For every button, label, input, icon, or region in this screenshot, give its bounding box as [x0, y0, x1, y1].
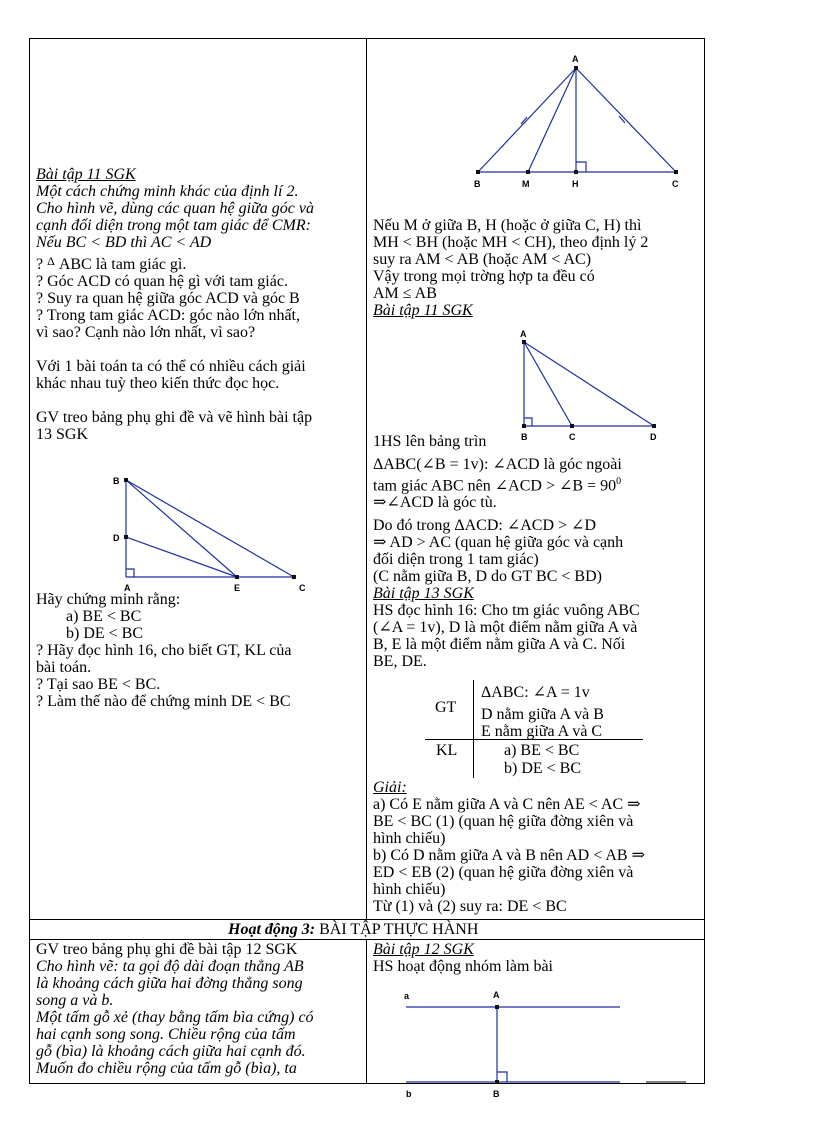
solution-line: hình chiếu): [373, 830, 446, 847]
right-column-upper: [373, 217, 699, 319]
proof-line: ΔABC(∠B = 1v): ∠ACD là góc ngoài: [373, 456, 622, 473]
line-label-b: b: [406, 1089, 412, 1099]
read-line: BE, DE.: [373, 653, 427, 671]
point-label-a: A: [520, 330, 527, 339]
point-label-m: M: [522, 179, 530, 189]
hs-line: HS hoạt động nhóm làm bài: [373, 958, 553, 975]
line-label-a: a: [404, 991, 410, 1001]
task-line: hai cạnh song song. Chiều rộng của tấm: [36, 1026, 296, 1043]
segment-be: [126, 480, 237, 577]
tail-line: ? Làm thế nào để chứng minh DE < BC: [36, 693, 291, 710]
proof-line: ⇒ AD > AC (quan hệ giữa góc và cạnh: [373, 534, 624, 552]
row-divider-2: [29, 939, 705, 940]
read-line: (∠A = 1v), D là một điểm nằm giữa A và: [373, 619, 638, 637]
point-label-b: B: [493, 1089, 500, 1099]
proof-line: đối diện trong 1 tam giác): [373, 551, 539, 569]
task-line: gỗ (bìa) là khoảng cách giữa hai cạnh đó.: [36, 1043, 306, 1060]
figure-16: [110, 470, 310, 595]
tail-line: ? Hãy đọc hình 16, cho biết GT, KL của: [36, 642, 292, 659]
gv-line: GV treo bảng phụ ghi đề và vẽ hình bài tập: [36, 409, 313, 426]
reasoning-line: MH < BH (hoặc MH < CH), theo định lý 2: [373, 234, 649, 251]
left-column: [36, 166, 362, 443]
column-divider-top: [366, 38, 367, 919]
segment-de: [126, 537, 237, 577]
solution-line: Từ (1) và (2) suy ra: DE < BC: [373, 898, 567, 915]
right-angle-mark: [126, 569, 134, 577]
solution-line: hình chiếu): [373, 881, 446, 898]
segment-ad: [524, 342, 654, 426]
activity-title: Hoạt động 3: BÀI TẬP THỰC HÀNH: [228, 921, 479, 938]
point-label-c: C: [672, 179, 679, 189]
column-divider-bottom: [366, 939, 367, 1084]
intro-line: Nếu BC < BD thì AC < AD: [36, 234, 212, 251]
tail-line: ? Tại sao BE < BC.: [36, 676, 161, 693]
solution-line: b) Có D nằm giữa A và B nên AD < AB ⇒: [373, 847, 645, 864]
bottom-left: [36, 941, 362, 1077]
item-b: b) DE < BC: [66, 625, 144, 642]
task-line: Muốn đo chiều rộng của tấm gỗ (bìa), ta: [36, 1060, 297, 1077]
item-a: a) BE < BC: [66, 608, 142, 625]
prove-line: Hãy chứng minh rằng:: [36, 591, 181, 608]
segment-bc: [126, 480, 294, 577]
kl-line: b) DE < BC: [504, 760, 582, 777]
proof-line: (C nằm giữa B, D do GT BC < BD): [373, 568, 602, 586]
point-label-a: A: [124, 583, 131, 593]
point-label-d: D: [113, 533, 120, 543]
segment-ac: [524, 342, 572, 426]
read-line: B, E là một điểm nằm giữa A và C. Nối: [373, 636, 626, 654]
proof-line: tam giác ABC nên ∠ACD > ∠B = $90^0$: [373, 476, 622, 495]
figure-parallel-lines: [398, 985, 698, 1100]
point-label-b: B: [113, 476, 120, 486]
left-column-lower: [36, 591, 362, 710]
gt-line: D nằm giữa A và B: [481, 706, 604, 723]
intro-line: Cho hình vẽ, dùng các quan hệ giữa góc và: [36, 200, 314, 217]
gt-label: GT: [435, 699, 457, 716]
kl-line: a) BE < BC: [504, 742, 580, 759]
bottom-right: [373, 941, 699, 975]
segment-am: [528, 68, 576, 172]
tick-mark: [619, 116, 625, 123]
tail-line: bài toán.: [36, 659, 92, 676]
gv-line: GV treo bảng phụ ghi đề bài tập 12 SGK: [36, 941, 298, 958]
question-line: ? Trong tam giác ACD: góc nào lớn nhất,: [36, 307, 300, 324]
reasoning-line: Vậy trong mọi trờng hợp ta đều có: [373, 268, 595, 285]
solution-heading: Giải:: [373, 779, 407, 796]
point-label-b: B: [521, 432, 528, 442]
triangle-symbol: Δ: [47, 254, 55, 268]
exercise-11-heading-right: Bài tập 11 SGK: [373, 302, 473, 319]
question-line: ? $^\Delta$ ABC là tam giác gì.: [36, 254, 187, 273]
task-line: song a và b.: [36, 992, 114, 1009]
point-label-a: A: [493, 990, 500, 1000]
point-label-e: E: [234, 583, 241, 593]
solution: [373, 779, 699, 915]
proof-line: ⇒∠ACD là góc tù.: [373, 494, 497, 512]
point-label-b: B: [474, 179, 481, 189]
solution-line: a) Có E nằm giữa A và C nên AE < AC ⇒: [373, 796, 641, 813]
point-label-a: A: [572, 54, 579, 64]
kl-label: KL: [436, 742, 458, 759]
solution-line: BE < BC (1) (quan hệ giữa đờng xiên và: [373, 813, 634, 830]
exercise-13-heading: Bài tập 13 SGK: [373, 585, 474, 603]
reasoning-line: suy ra AM < AB (hoặc AM < AC): [373, 251, 592, 268]
figure-isosceles: [466, 50, 691, 195]
task-line: Cho hình vẽ: ta gọi độ dài đoạn thẳng AB: [36, 958, 304, 975]
reasoning-line: Nếu M ở giữa B, H (hoặc ở giữa C, H) thì: [373, 217, 642, 234]
point-label-c: C: [569, 432, 576, 442]
note-line: khác nhau tuỳ theo kiến thức đọc học.: [36, 375, 280, 392]
point-label-d: D: [650, 432, 657, 442]
exercise-11-heading: Bài tập 11 SGK: [36, 166, 136, 183]
gt-kl-vertical: [473, 680, 474, 778]
question-line: vì sao? Cạnh nào lớn nhất, vì sao?: [36, 324, 256, 341]
intro-line: Một cách chứng minh khác của định lí 2.: [36, 183, 299, 200]
proof-line: Do đó trong ΔACD: ∠ACD > ∠D: [373, 517, 597, 535]
exercise-12-heading: Bài tập 12 SGK: [373, 941, 474, 958]
task-line: Một tấm gỗ xẻ (thay bằng tấm bìa cứng) có: [36, 1009, 314, 1026]
solution-line: ED < EB (2) (quan hệ giữa đờng xiên và: [373, 864, 634, 881]
gv-line: 13 SGK: [36, 426, 89, 443]
intro-line: cạnh đối diện trong một tam giác để CMR:: [36, 217, 311, 234]
figure-right-triangle: [512, 330, 662, 442]
gt-line: ΔABC: ∠A = 1v: [481, 684, 590, 701]
hs-line: 1HS lên bảng trìn: [373, 433, 487, 450]
segment-ac: [576, 68, 676, 172]
note-line: Với 1 bài toán ta có thể có nhiều cách giải: [36, 358, 306, 375]
task-line: là khoảng cách giữa hai đờng thẳng song: [36, 975, 303, 992]
gt-line: E nằm giữa A và C: [481, 723, 603, 740]
point-label-h: H: [572, 179, 579, 189]
conclusion-line: AM ≤ AB: [373, 285, 437, 302]
point-label-c: C: [299, 583, 306, 593]
question-line: ? Suy ra quan hệ giữa góc ACD và góc B: [36, 290, 300, 307]
right-column-proof: [373, 433, 699, 670]
read-line: HS đọc hình 16: Cho tm giác vuông ABC: [373, 602, 640, 620]
row-divider-1: [29, 919, 705, 920]
question-line: ? Góc ACD có quan hệ gì với tam giác.: [36, 273, 288, 290]
segment-ab: [478, 68, 576, 172]
